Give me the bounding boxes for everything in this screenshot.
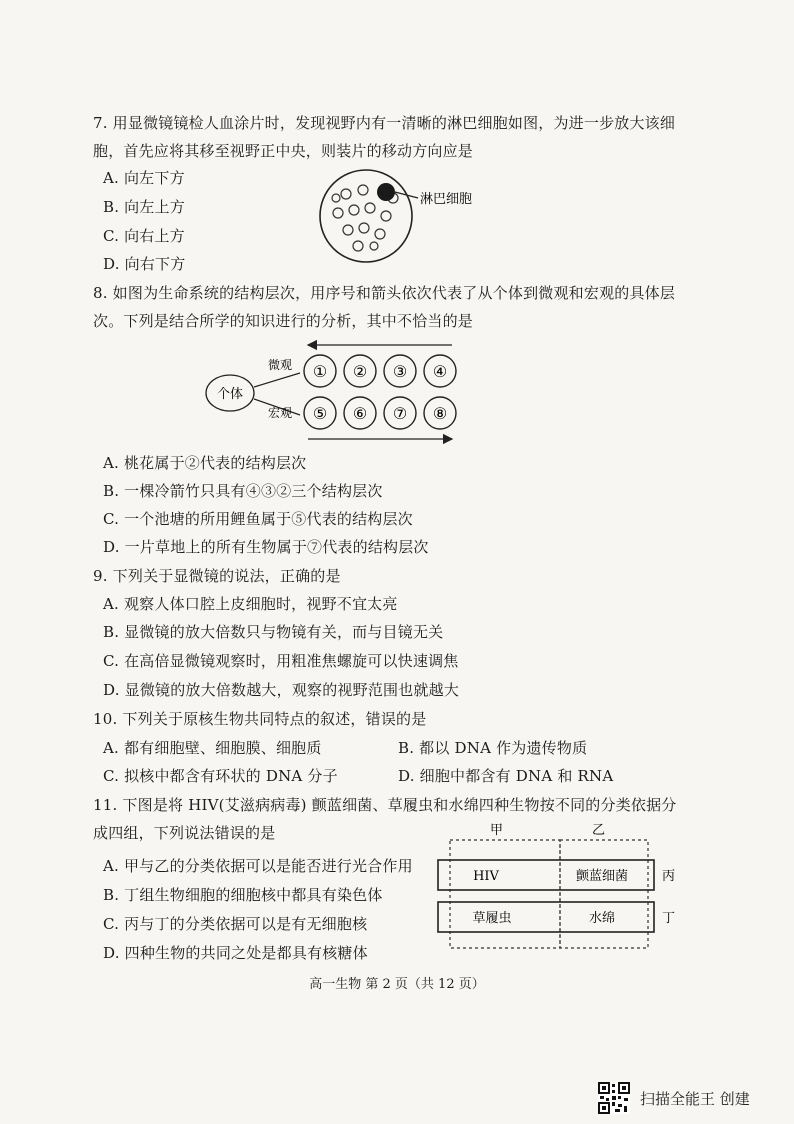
- q9-stem: 9. 下列关于显微镜的说法，正确的是: [93, 567, 341, 585]
- q9-option-a: A. 观察人体口腔上皮细胞时，视野不宜太亮: [103, 595, 398, 613]
- q8-node-3: ③: [392, 362, 408, 381]
- q10-option-d: D. 细胞中都含有 DNA 和 RNA: [398, 767, 614, 785]
- q11-cell-cyanobacteria: 颤蓝细菌: [575, 869, 629, 884]
- q8-stem-line1: 8. 如图为生命系统的结构层次，用序号和箭头依次代表了从个体到微观和宏观的具体层: [93, 284, 676, 302]
- q8-node-7: ⑦: [392, 404, 408, 423]
- q7-option-c: C. 向右上方: [103, 227, 185, 245]
- q8-node-6: ⑥: [352, 404, 368, 423]
- q11-label-ding: 丁: [662, 911, 676, 926]
- q8-macro-label: 宏观: [268, 406, 293, 420]
- q7-figure-label: 淋巴细胞: [420, 192, 473, 207]
- q10-option-a: A. 都有细胞壁、细胞膜、细胞质: [103, 739, 322, 757]
- q11-option-b: B. 丁组生物细胞的细胞核中都具有染色体: [103, 886, 383, 904]
- q8-option-d: D. 一片草地上的所有生物属于⑦代表的结构层次: [103, 538, 429, 556]
- q8-node-8: ⑧: [432, 404, 448, 423]
- q7-option-b: B. 向左上方: [103, 198, 185, 216]
- scanner-brand-text: 扫描全能王 创建: [640, 1090, 750, 1108]
- q11-cell-spirogyra: 水绵: [588, 911, 616, 926]
- q8-option-b: B. 一棵冷箭竹只具有④③②三个结构层次: [103, 482, 383, 500]
- q11-stem-line2: 成四组，下列说法错误的是: [93, 824, 276, 842]
- microscope-field-figure: [318, 168, 508, 268]
- q7-stem-line1: 7. 用显微镜镜检人血涂片时，发现视野内有一清晰的淋巴细胞如图，为进一步放大该细: [93, 114, 676, 132]
- q8-node-4: ④: [432, 362, 448, 381]
- q8-node-2: ②: [352, 362, 368, 381]
- lymphocyte-mark: [377, 183, 395, 201]
- q9-option-b: B. 显微镜的放大倍数只与物镜有关，而与目镜无关: [103, 623, 444, 641]
- q11-cell-hiv: HIV: [473, 869, 499, 884]
- qr-code-icon: [598, 1082, 630, 1114]
- life-system-diagram: [200, 335, 480, 450]
- q8-option-a: A. 桃花属于②代表的结构层次: [103, 454, 307, 472]
- q8-node-5: ⑤: [312, 404, 328, 423]
- q11-stem-line1: 11. 下图是将 HIV(艾滋病病毒) 颤蓝细菌、草履虫和水绵四种生物按不同的分类依据分: [93, 796, 677, 814]
- q7-option-a: A. 向左下方: [103, 169, 185, 187]
- q8-node-1: ①: [312, 362, 328, 381]
- q8-center-label: 个体: [216, 387, 244, 402]
- q8-option-c: C. 一个池塘的所用鲤鱼属于⑤代表的结构层次: [103, 510, 413, 528]
- q10-option-c: C. 拟核中都含有环状的 DNA 分子: [103, 767, 338, 785]
- q11-label-bing: 丙: [662, 869, 676, 884]
- q8-stem-line2: 次。下列是结合所学的知识进行的分析，其中不恰当的是: [93, 312, 474, 330]
- classification-figure: [430, 822, 690, 957]
- q7-stem-line2: 胞，首先应将其移至视野正中央，则装片的移动方向应是: [93, 142, 474, 160]
- q9-option-c: C. 在高倍显微镜观察时，用粗准焦螺旋可以快速调焦: [103, 652, 459, 670]
- q11-label-jia: 甲: [490, 823, 504, 838]
- q11-option-a: A. 甲与乙的分类依据可以是能否进行光合作用: [103, 857, 413, 875]
- q11-option-c: C. 丙与丁的分类依据可以是有无细胞核: [103, 915, 368, 933]
- q9-option-d: D. 显微镜的放大倍数越大，观察的视野范围也就越大: [103, 681, 460, 699]
- page-footer: 高一生物 第 2 页（共 12 页）: [309, 977, 485, 992]
- q10-stem: 10. 下列关于原核生物共同特点的叙述，错误的是: [93, 710, 427, 728]
- q7-option-d: D. 向右下方: [103, 255, 186, 273]
- q11-label-yi: 乙: [592, 823, 606, 838]
- q11-option-d: D. 四种生物的共同之处是都具有核糖体: [103, 944, 368, 962]
- q8-micro-label: 微观: [268, 358, 293, 372]
- q10-option-b: B. 都以 DNA 作为遗传物质: [398, 739, 588, 757]
- q11-cell-paramecium: 草履虫: [472, 911, 512, 926]
